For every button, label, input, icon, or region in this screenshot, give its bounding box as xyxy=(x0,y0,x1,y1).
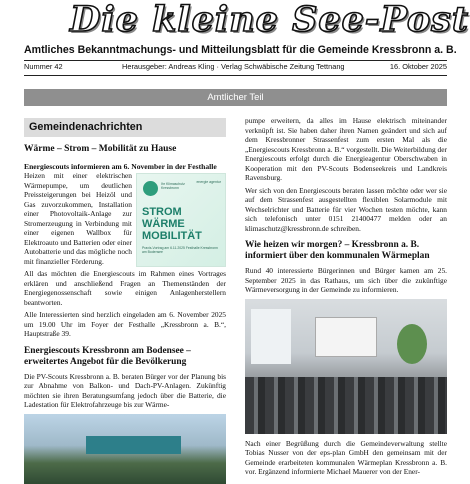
header-rule-top xyxy=(24,60,447,61)
article-paragraph: Alle Interessierten sind herzlich eingeladen am 6. November 2025 um 19.00 Uhr im Foyer der Festhalle „Kressbronn a. B.“, Hauptstraße 39. xyxy=(24,310,226,338)
masthead-title: Die kleine See-Post xyxy=(70,0,470,40)
plant-shape xyxy=(397,324,427,364)
article-paragraph: Heizen mit einer elektrischen Wärmepumpe, um deutlichen Preissteigerungen bei Heizöl und Gas zuvorzukommen, Installation einer Photovoltaik-Anlage zur Stromerzeugung in Verbindung mit einer eigenen Wallbox für Elektroauto und Batterien oder einer Autobatterie und das mögliche noch mit finanzieller Förderung. xyxy=(24,171,132,266)
article-headline: Energiescouts Kressbronn am Bodensee – erweitertes Angebot für die Bevölkerung xyxy=(24,345,191,367)
tent-shape xyxy=(86,436,181,454)
flyer-logo-text: Ihr Klimaschutz Kressbronn xyxy=(161,182,185,190)
publisher-info: Herausgeber: Andreas Kling · Verlag Schwäbische Zeitung Tettnang xyxy=(122,62,345,71)
event-audience-photo xyxy=(245,299,447,434)
section-title: Gemeindenachrichten xyxy=(24,118,226,137)
newspaper-subtitle: Amtliches Bekanntmachungs- und Mitteilungsblatt für die Gemeinde Kressbronn a. B. xyxy=(24,44,457,56)
left-column xyxy=(24,118,226,470)
flyer-headline: STROM WÄRME MOBILITÄT xyxy=(142,206,202,242)
audience-shape xyxy=(245,377,447,434)
article-paragraph: Wer sich von den Energiescouts beraten lassen möchte oder wer sie auf dem Strassenfest ausgestellten flexiblen Solarmodule mit Wechselrichter und Batterie für vier Wochen testen möchte, kann sich telefonisch unter 0151 21400477 melden oder an klimaschutz@kressbronn.de schreiben. xyxy=(245,185,447,233)
issue-date: 16. Oktober 2025 xyxy=(389,62,447,71)
header-rule-bottom xyxy=(24,75,447,76)
section-banner: Amtlicher Teil xyxy=(24,89,447,106)
flyer-caption: Praxis-Vortrag am 6.11.2025 Festhalle Kressbronn am Bodensee xyxy=(142,246,218,254)
article-paragraph: Die PV-Scouts Kressbronn a. B. beraten Bürger vor der Planung bis zur Abnahme von Balkon- und Dach-PV-Anlagen. Zukünftig möchten sie ihren Beratungsumfang jedoch über die Batterie, die Ladestation für Elektrofahrzeuge bis zur Wärme- xyxy=(24,371,226,409)
article-subhead: Energiescouts informieren am 6. November in der Festhalle xyxy=(24,162,217,171)
article-headline: Wie heizen wir morgen? – Kressbronn a. B. informiert über den kommunalen Wärmeplan xyxy=(245,240,430,261)
window-shape xyxy=(251,309,291,364)
flyer-corner-text: energie agentur xyxy=(196,180,221,184)
projection-screen xyxy=(315,317,377,357)
event-flyer-image xyxy=(136,173,226,267)
klimaschutz-logo-icon xyxy=(143,181,158,196)
info-stand-photo xyxy=(24,414,226,484)
masthead xyxy=(70,0,470,42)
article-headline: Wärme – Strom – Mobilität zu Hause xyxy=(24,144,177,154)
article-paragraph: All das möchten die Energiescouts im Rahmen eines Vortrages erklären und anschließend Fragen an Themenständen der Energiegenossenschaft sowie einigen Anlagenherstellern beantworten. xyxy=(24,269,226,307)
article-paragraph: Rund 40 interessierte Bürgerinnen und Bürger kamen am 25. September 2025 in das Rathaus, um sich über die zukünftige Wärmeversorgung in der Gemeinde zu informieren. xyxy=(245,266,447,294)
issue-number: Nummer 42 xyxy=(24,62,63,71)
right-column xyxy=(245,116,447,476)
article-paragraph: Nach einer Begrüßung durch die Gemeindeverwaltung stellte Tobias Nusser von der eps-plan GmbH den gemeinsam mit der Gemeinde erarbeiteten kommunalen Wärmeplan Kressbronn a. B. vor. Ergänzend informierte Michael Mauerer von der Ener- xyxy=(245,438,447,476)
article-paragraph: pumpe erweitern, da alles im Hause elektrisch miteinander verknüpft ist. Sie haben daher ihren Namen geändert und sich auf dem Kressbronner Strassenfest zum ersten Mal als die „Energiescouts Kressbronn a. B.“ vorgestellt. Die Weiterbildung der Energiescouts erfolgt durch die Energieagentur Oberschwaben in Kooperation mit den PV-Scouts Bodenseekreis und Landkreis Ravensburg. xyxy=(245,116,447,182)
